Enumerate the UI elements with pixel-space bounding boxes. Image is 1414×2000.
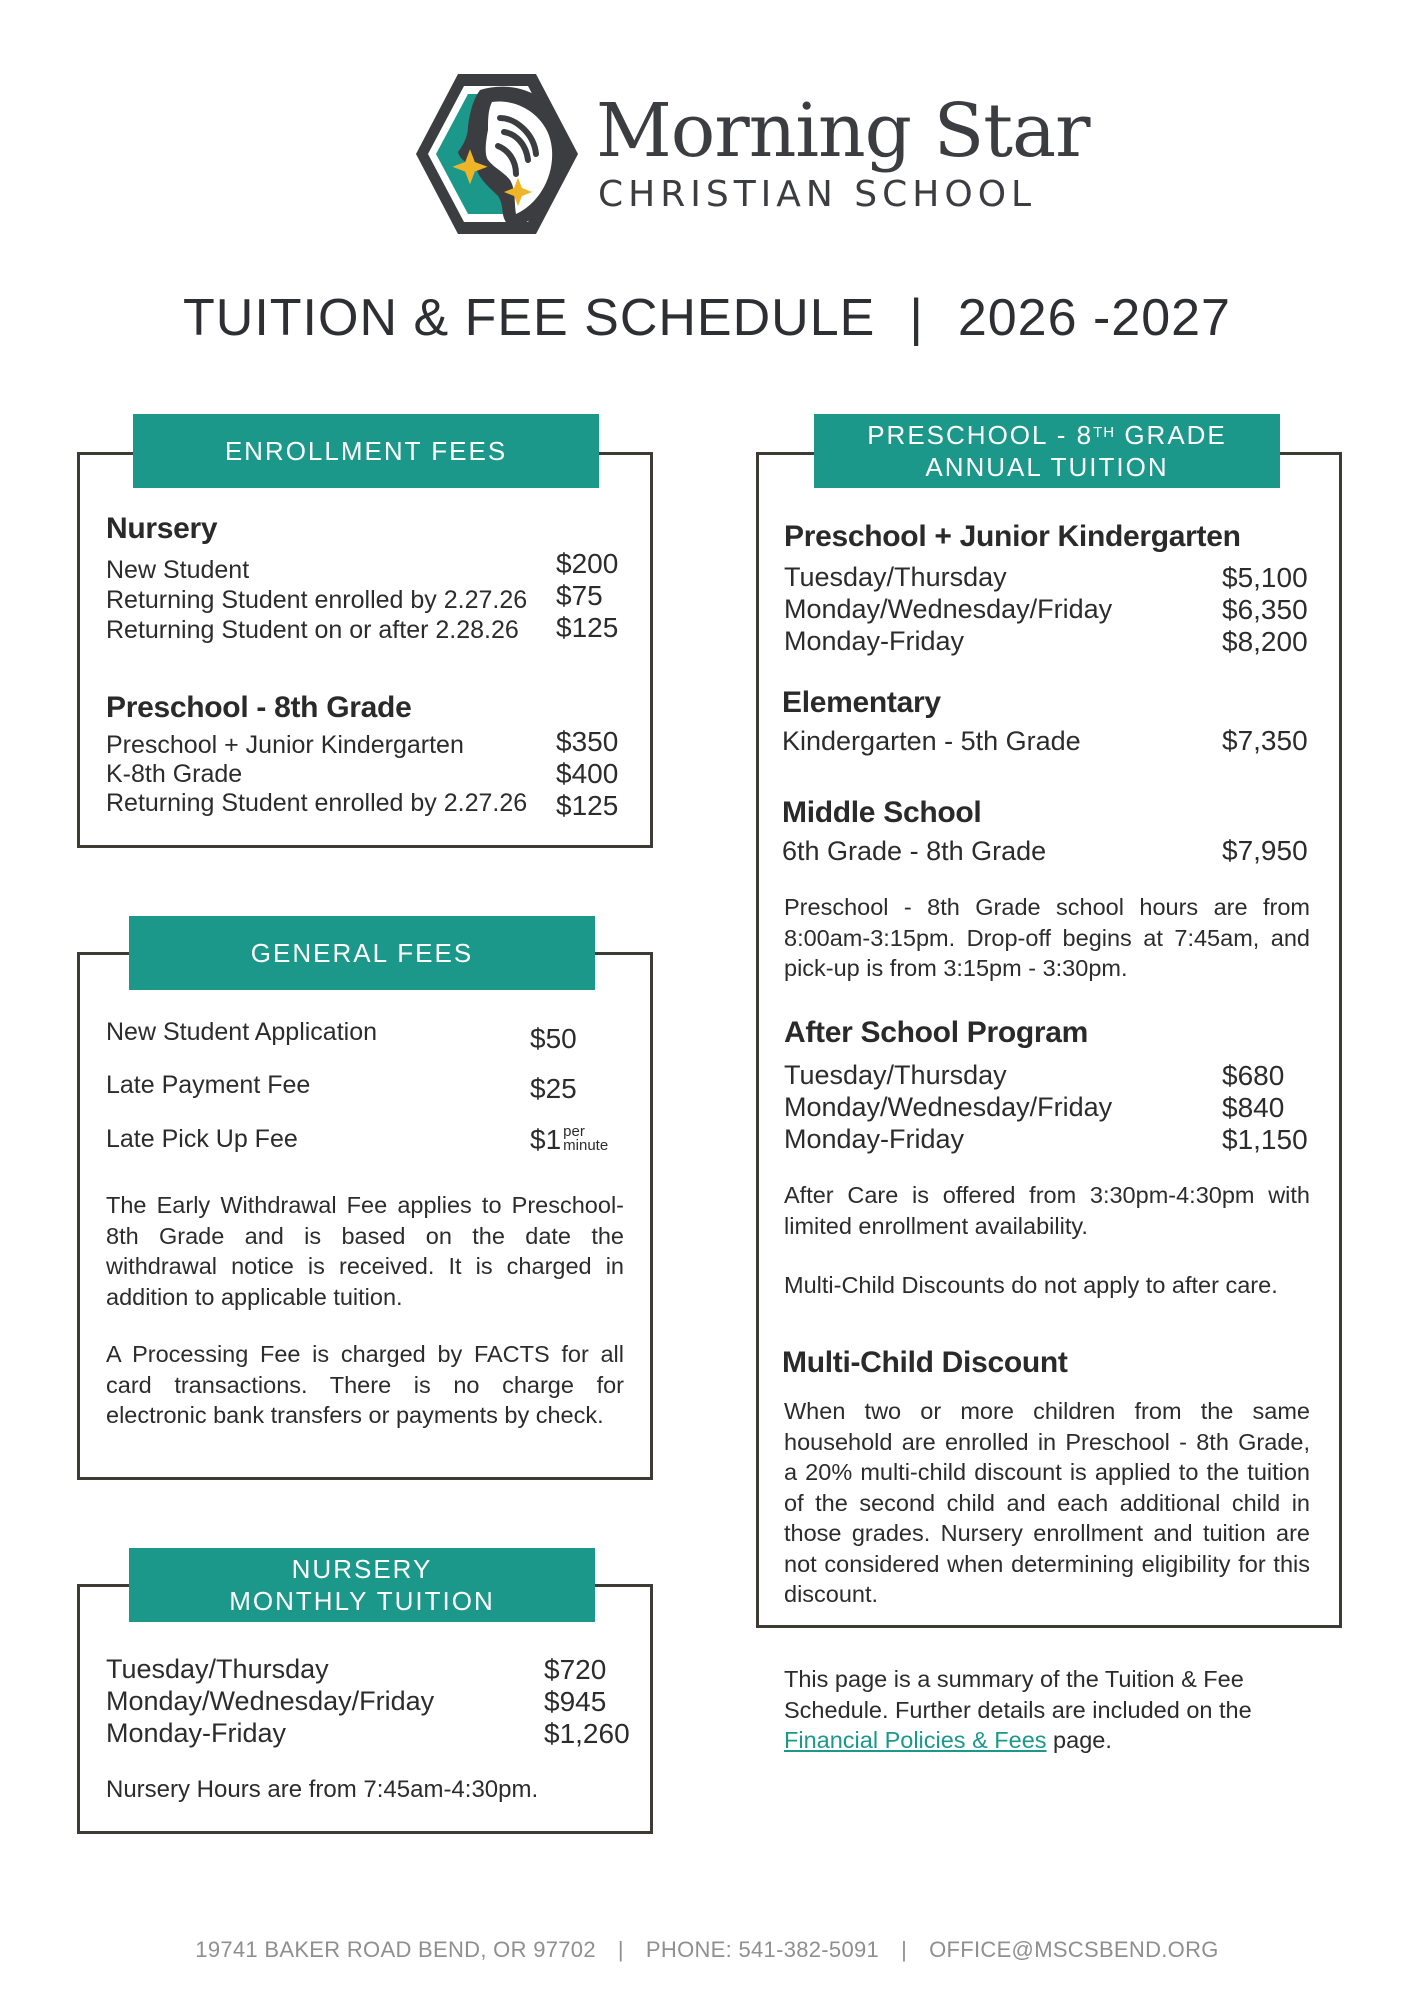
tuition-amount: $6,350 [1222, 594, 1308, 625]
school-logo [388, 68, 1090, 240]
nursery-tuition-title-line2: MONTHLY TUITION [229, 1586, 495, 1616]
summary-text: This page is a summary of the Tuition & Fee Schedule. Further details are included on the [784, 1666, 1252, 1723]
fee-label: K-8th Grade [106, 760, 243, 788]
unit-per: per [563, 1122, 585, 1140]
schedule-label: Tuesday/Thursday [106, 1654, 329, 1684]
page-title [0, 288, 1414, 348]
footer-contact [0, 1937, 1414, 1963]
tuition-amount: $5,100 [1222, 562, 1308, 593]
fee-amount: $25 [530, 1073, 577, 1104]
fee-label: New Student [106, 556, 250, 584]
tuition-amount: $945 [544, 1686, 607, 1717]
middle-school-heading: Middle School [782, 796, 982, 829]
tuition-amount: $1,260 [544, 1718, 630, 1749]
multi-child-heading: Multi-Child Discount [782, 1346, 1068, 1379]
schedule-label: Tuesday/Thursday [784, 562, 1007, 592]
after-care-note: After Care is offered from 3:30pm-4:30pm with limited enrollment availability. [784, 1182, 1310, 1239]
schedule-label: Monday/Wednesday/Friday [106, 1686, 435, 1716]
tuition-amount: $7,350 [1222, 725, 1308, 756]
per-minute-unit [563, 1122, 609, 1154]
tuition-amount: $720 [544, 1654, 607, 1685]
footer-separator: | [617, 1937, 624, 1962]
schedule-label: Monday-Friday [106, 1718, 287, 1748]
fee-label: Returning Student enrolled by 2.27.26 [106, 586, 528, 614]
schedule-label: Tuesday/Thursday [784, 1060, 1007, 1090]
brand-subtitle: CHRISTIAN SCHOOL [598, 174, 1037, 215]
schedule-label: 6th Grade - 8th Grade [782, 836, 1047, 866]
enrollment-fees-title: ENROLLMENT FEES [224, 436, 508, 466]
title-year: 2026 -2027 [957, 289, 1231, 347]
schedule-label: Monday-Friday [784, 1124, 965, 1154]
fee-label: Preschool + Junior Kindergarten [106, 731, 464, 759]
lion-emblem-icon [388, 68, 584, 240]
nursery-fees-heading: Nursery [106, 512, 218, 545]
tuition-amount: $8,200 [1222, 626, 1308, 657]
schedule-label: Kindergarten - 5th Grade [782, 726, 1081, 756]
schedule-label: Monday/Wednesday/Friday [784, 594, 1113, 624]
after-care-discount-note: Multi-Child Discounts do not apply to after care. [784, 1272, 1278, 1298]
annual-tuition-title-line1 [867, 419, 1227, 451]
footer-address: 19741 BAKER ROAD BEND, OR 97702 [195, 1937, 596, 1962]
fee-amount: $400 [556, 758, 619, 789]
annual-tuition-title-line2: ANNUAL TUITION [925, 452, 1169, 482]
nursery-hours-note: Nursery Hours are from 7:45am-4:30pm. [106, 1776, 539, 1803]
fee-label: Late Payment Fee [106, 1071, 311, 1099]
nursery-tuition-title-line1: NURSERY [291, 1554, 433, 1584]
school-hours-note: Preschool - 8th Grade school hours are from 8:00am-3:15pm. Drop-off begins at 7:45am, and pick-up is from 3:15pm - 3:30pm. [784, 894, 1310, 981]
fee-amount: $50 [530, 1023, 577, 1054]
summary-text-end: page. [1046, 1727, 1112, 1753]
fee-amount: $125 [556, 790, 619, 821]
fee-label: Returning Student enrolled by 2.27.26 [106, 789, 528, 817]
title-separator: | [909, 289, 924, 347]
nursery-tuition-banner [129, 1548, 595, 1622]
summary-note [784, 1664, 1314, 1756]
banner-pre: PRESCHOOL - 8 [867, 420, 1094, 450]
footer-phone: PHONE: 541-382-5091 [645, 1937, 880, 1962]
annual-tuition-banner [814, 414, 1280, 488]
tuition-amount: $7,950 [1222, 835, 1308, 866]
fee-label: Late Pick Up Fee [106, 1125, 298, 1153]
banner-post: GRADE [1115, 420, 1227, 450]
enrollment-fees-banner [133, 414, 599, 488]
brand-name: Morning Star [596, 88, 1090, 174]
tuition-amount: $840 [1222, 1092, 1285, 1123]
fee-amount [530, 1124, 608, 1156]
title-main: TUITION & FEE SCHEDULE [183, 289, 876, 347]
schedule-label: Monday/Wednesday/Friday [784, 1092, 1113, 1122]
processing-fee-note: A Processing Fee is charged by FACTS for all card transactions. There is no charge for electronic bank transfers or payments by check. [106, 1341, 624, 1428]
fee-amount: $350 [556, 726, 619, 757]
fee-amount: $200 [556, 548, 619, 579]
footer-email[interactable]: OFFICE@MSCSBEND.ORG [929, 1937, 1219, 1962]
multi-child-text: When two or more children from the same household are enrolled in Preschool - 8th Grade, a 20% multi-child discount is applied to the tuition of the second child and each additional child in those grades. Nursery enrollment and tuition are not considered when determining eligibility for this discount. [784, 1398, 1310, 1607]
financial-policies-link[interactable]: Financial Policies & Fees [784, 1727, 1047, 1753]
late-pickup-amount: $1 [530, 1124, 562, 1155]
preschool-fees-heading: Preschool - 8th Grade [106, 691, 412, 724]
fee-amount: $125 [556, 612, 619, 643]
general-fees-banner [129, 916, 595, 990]
pjk-heading: Preschool + Junior Kindergarten [784, 520, 1241, 553]
fee-amount: $75 [556, 580, 603, 611]
fee-label: New Student Application [106, 1018, 378, 1046]
general-fees-title: GENERAL FEES [250, 938, 474, 968]
fee-label: Returning Student on or after 2.28.26 [106, 616, 519, 644]
early-withdrawal-note: The Early Withdrawal Fee applies to Preschool-8th Grade and is based on the date the withdrawal notice is received. It is charged in addition to applicable tuition. [106, 1192, 624, 1310]
after-school-heading: After School Program [784, 1016, 1089, 1049]
banner-sup: TH [1093, 424, 1116, 441]
footer-separator: | [901, 1937, 908, 1962]
tuition-amount: $680 [1222, 1060, 1285, 1091]
unit-minute: minute [563, 1136, 609, 1154]
elementary-heading: Elementary [782, 686, 941, 719]
tuition-amount: $1,150 [1222, 1124, 1308, 1155]
schedule-label: Monday-Friday [784, 626, 965, 656]
